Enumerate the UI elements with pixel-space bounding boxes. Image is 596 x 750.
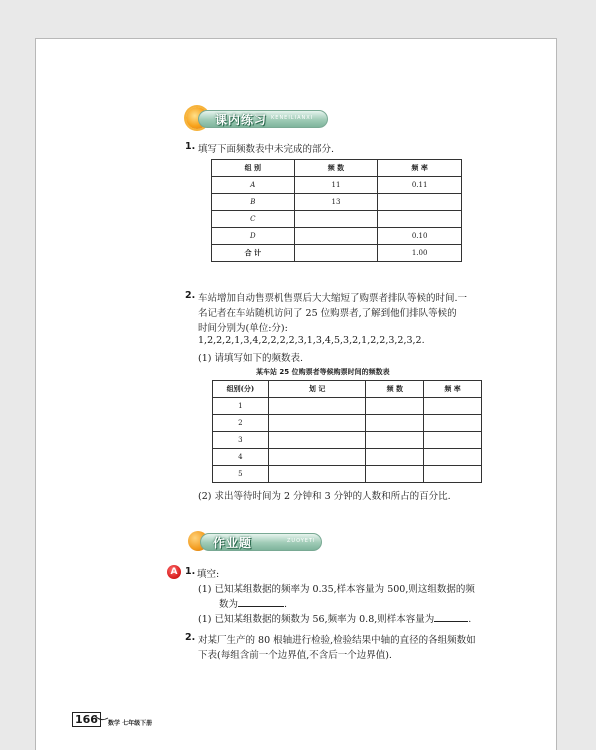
- table-header: 组 别: [212, 160, 295, 177]
- fill-item-2: [198, 611, 471, 625]
- table-cell: [294, 245, 378, 262]
- question-number: 2.: [185, 290, 196, 301]
- book-title: 数学 七年级下册: [108, 720, 153, 727]
- table-row: [213, 432, 482, 449]
- table-header: 划 记: [268, 381, 366, 398]
- answer-blank[interactable]: [434, 612, 468, 622]
- fill-item-1: (1) 已知某组数据的频率为 0.35,样本容量为 500,则这组数据的频: [198, 584, 475, 595]
- page-number: 166: [72, 712, 101, 727]
- section-banner-homework: [200, 533, 322, 551]
- footer-swoosh-icon: [95, 712, 109, 722]
- question-line: 车站增加自动售票机售票后大大缩短了购票者排队等候的时间.一: [198, 293, 468, 304]
- section-title: 课内练习: [215, 113, 268, 127]
- table-header: 频 率: [424, 381, 482, 398]
- section-subtitle: ZUOYETI: [287, 538, 316, 544]
- table-cell: [268, 415, 366, 432]
- question-part-2: (2) 求出等待时间为 2 分钟和 3 分钟的人数和所占的百分比.: [198, 491, 451, 502]
- fill-item-2-suffix: .: [468, 614, 472, 625]
- table-caption: 某车站 25 位购票者等候购票时间的频数表: [256, 368, 390, 376]
- table-header: 频 数: [366, 381, 424, 398]
- question-number: 1.: [185, 566, 196, 577]
- section-banner-practice: [198, 110, 328, 128]
- table-cell: [366, 449, 424, 466]
- table-row: [213, 398, 482, 415]
- table-cell: [268, 398, 366, 415]
- table-cell: [424, 449, 482, 466]
- table-header: 频 数: [294, 160, 378, 177]
- table-cell: [424, 432, 482, 449]
- question-line: 1,2,2,2,1,3,4,2,2,2,2,3,1,3,4,5,3,2,1,2,2,3,2,3,2.: [198, 335, 425, 346]
- table-cell: [294, 228, 378, 245]
- table-cell: [424, 398, 482, 415]
- table-cell: [366, 415, 424, 432]
- table-row: [212, 245, 462, 262]
- table-cell: [424, 466, 482, 483]
- table-cell: [268, 466, 366, 483]
- table-cell: 1: [213, 398, 269, 415]
- table-row: [213, 449, 482, 466]
- question-text: 填写下面频数表中未完成的部分.: [198, 144, 335, 155]
- table-row: [213, 415, 482, 432]
- table-cell: [424, 415, 482, 432]
- fill-item-2-text: (1) 已知某组数据的频数为 56,频率为 0.8,则样本容量为: [198, 614, 435, 625]
- question-line: (1) 请填写如下的频数表.: [198, 353, 303, 364]
- table-cell: 合 计: [212, 245, 295, 262]
- table-cell: 3: [213, 432, 269, 449]
- question-number: 1.: [185, 141, 196, 152]
- table-cell: C: [212, 211, 295, 228]
- question-label: 填空:: [197, 569, 220, 580]
- section-title: 作业题: [213, 536, 253, 550]
- table-cell: 0.11: [378, 177, 462, 194]
- table-cell: [268, 432, 366, 449]
- table-cell: 11: [294, 177, 378, 194]
- table-cell: A: [212, 177, 295, 194]
- table-cell: 1.00: [378, 245, 462, 262]
- table-cell: B: [212, 194, 295, 211]
- table-cell: 4: [213, 449, 269, 466]
- fill-item-1-prefix: 数为: [219, 599, 239, 610]
- question-line: 下表(每组含前一个边界值,不含后一个边界值).: [198, 650, 392, 661]
- table-cell: [366, 432, 424, 449]
- table-header-row: [212, 160, 462, 177]
- table-row: [212, 177, 462, 194]
- table-cell: [294, 211, 378, 228]
- question-number: 2.: [185, 632, 196, 643]
- section-subtitle: KENEILIANXI: [271, 115, 314, 121]
- table-header-row: [213, 381, 482, 398]
- table-cell: [378, 211, 462, 228]
- table-row: [212, 194, 462, 211]
- frequency-table-1: [211, 159, 462, 262]
- table-cell: [366, 398, 424, 415]
- table-row: [212, 228, 462, 245]
- question-line: 名记者在车站随机访问了 25 位购票者,了解到他们排队等候的: [198, 308, 457, 319]
- answer-blank[interactable]: [238, 597, 284, 607]
- table-row: [213, 466, 482, 483]
- table-cell: D: [212, 228, 295, 245]
- level-a-badge: A: [167, 565, 181, 579]
- question-line: 时间分别为(单位:分):: [198, 323, 288, 334]
- table-header: 频 率: [378, 160, 462, 177]
- fill-item-1-suffix: .: [284, 599, 288, 610]
- table-header: 组别(分): [213, 381, 269, 398]
- table-cell: [366, 466, 424, 483]
- fill-item-1-cont: [219, 596, 287, 610]
- table-cell: 5: [213, 466, 269, 483]
- table-cell: 0.10: [378, 228, 462, 245]
- frequency-table-2: [212, 380, 482, 483]
- question-line: 对某厂生产的 80 根轴进行检验,检验结果中轴的直径的各组频数如: [198, 635, 476, 646]
- table-cell: 13: [294, 194, 378, 211]
- table-cell: 2: [213, 415, 269, 432]
- table-cell: [268, 449, 366, 466]
- table-cell: [378, 194, 462, 211]
- table-row: [212, 211, 462, 228]
